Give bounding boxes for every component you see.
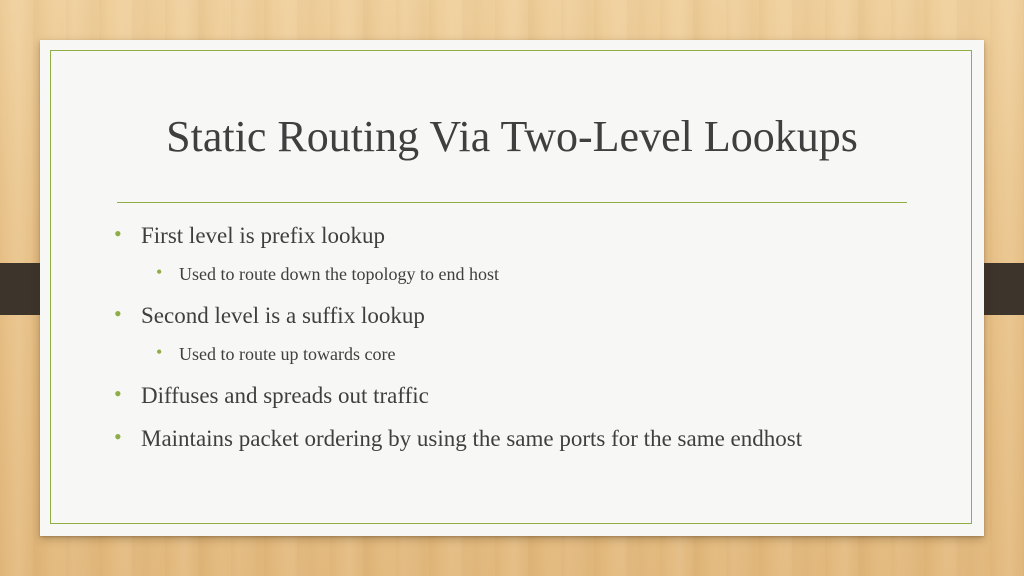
slide-card bbox=[40, 40, 984, 536]
bullet-list bbox=[40, 40, 984, 536]
bullet-item bbox=[114, 381, 429, 410]
sub-bullet-item bbox=[156, 262, 499, 285]
slide-title: Static Routing Via Two-Level Lookups bbox=[166, 112, 858, 161]
bullet-dot-icon: • bbox=[114, 424, 122, 449]
bullet-item bbox=[114, 301, 425, 330]
bullet-dot-icon: • bbox=[156, 342, 163, 362]
bullet-dot-icon: • bbox=[114, 301, 122, 326]
bullet-text: First level is prefix lookup bbox=[141, 223, 386, 248]
bullet-item bbox=[114, 424, 803, 453]
bullet-text: Maintains packet ordering by using the same ports for the same endhost bbox=[141, 426, 803, 451]
bullet-text: Used to route down the topology to end host bbox=[179, 264, 499, 284]
sub-bullet-item bbox=[156, 342, 396, 365]
bullet-text: Diffuses and spreads out traffic bbox=[141, 383, 429, 408]
bullet-item bbox=[114, 221, 386, 250]
bullet-text: Second level is a suffix lookup bbox=[141, 303, 425, 328]
bullet-text: Used to route up towards core bbox=[179, 344, 396, 364]
bullet-dot-icon: • bbox=[114, 381, 122, 406]
bullet-dot-icon: • bbox=[156, 262, 163, 282]
bullet-dot-icon: • bbox=[114, 221, 122, 246]
